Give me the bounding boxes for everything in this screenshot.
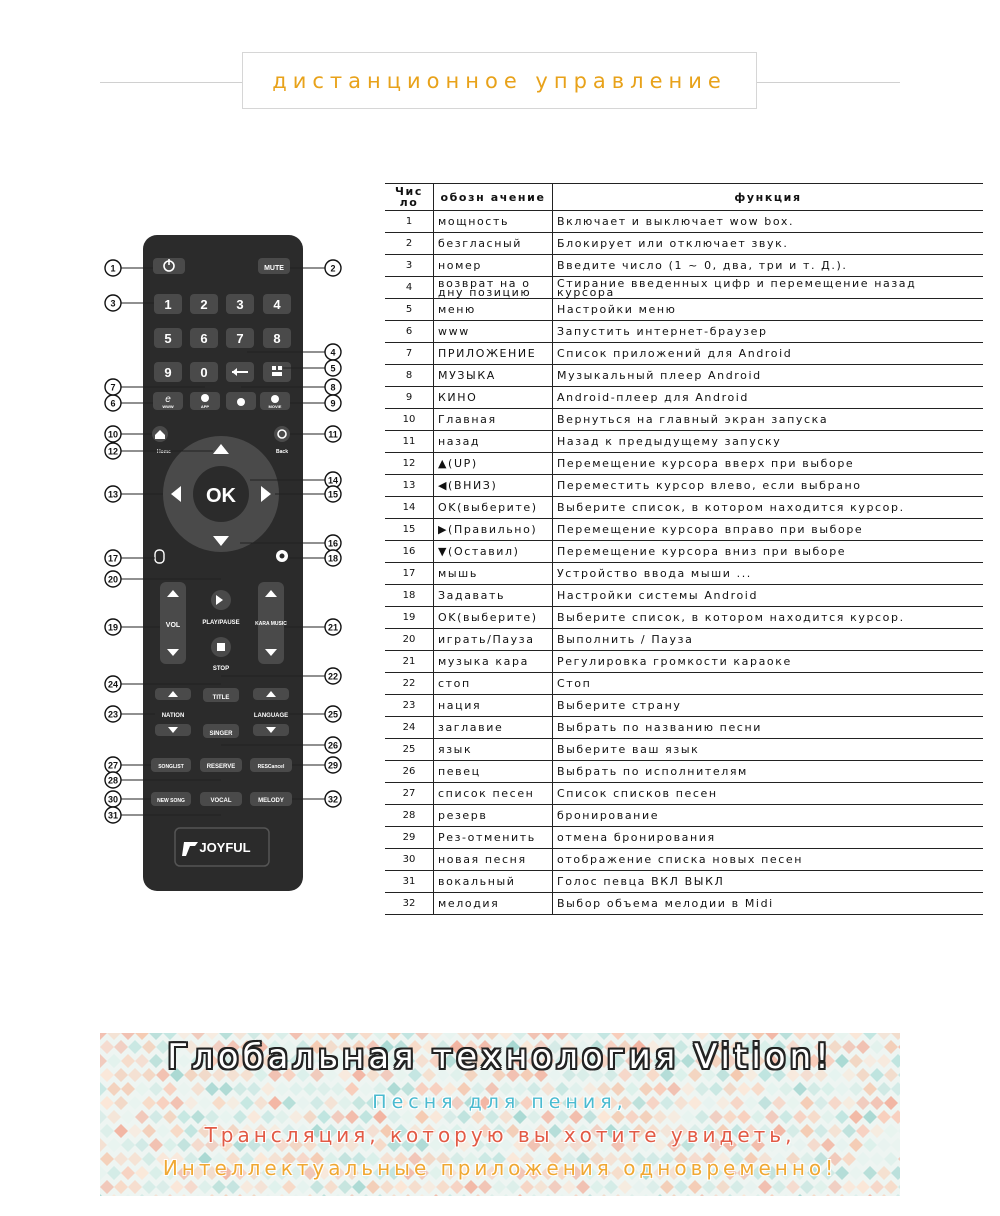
singer-label: SINGER: [209, 731, 233, 737]
row-designation: резерв: [434, 805, 553, 827]
digit-label: 5: [164, 331, 172, 346]
callout-number: 16: [327, 538, 339, 549]
row-number: 22: [385, 673, 434, 695]
callout-number: 28: [107, 775, 119, 786]
table-row: [385, 211, 983, 233]
digit-label: 1: [164, 297, 172, 312]
back-button[interactable]: [274, 426, 290, 442]
row-number: 20: [385, 629, 434, 651]
callout-number: 24: [107, 679, 119, 690]
row-number: 19: [385, 607, 434, 629]
row-number: 25: [385, 739, 434, 761]
row-designation: ◀(ВНИЗ): [434, 475, 553, 497]
callout-number: 2: [330, 263, 336, 274]
row-designation: возврат на о дну позицию: [434, 277, 553, 299]
row-designation: язык: [434, 739, 553, 761]
row-designation: www: [434, 321, 553, 343]
row-number: 14: [385, 497, 434, 519]
table-row: [385, 541, 983, 563]
row-number: 12: [385, 453, 434, 475]
row-number: 3: [385, 255, 434, 277]
row-function: Android-плеер для Android: [553, 387, 984, 409]
banner-line-2: Песня для пения,: [372, 1091, 628, 1113]
row-function: Перемещение курсора вниз при выборе: [553, 541, 984, 563]
row-function: Выполнить / Пауза: [553, 629, 984, 651]
table-row: [385, 629, 983, 651]
row-number: 31: [385, 871, 434, 893]
vol-label: VOL: [165, 622, 181, 629]
promo-banner: [100, 1033, 900, 1196]
row-function: Стирание введенных цифр и перемещение назад курсора: [553, 277, 984, 299]
row-number: 32: [385, 893, 434, 915]
digit-label: 9: [164, 365, 172, 380]
table-row: [385, 805, 983, 827]
row-number: 11: [385, 431, 434, 453]
row-number: 23: [385, 695, 434, 717]
logo-text: JOYFUL: [199, 840, 251, 855]
row-function: бронирование: [553, 805, 984, 827]
digit-label: 3: [236, 297, 244, 312]
row-function: Включает и выключает wow box.: [553, 211, 984, 233]
row-function: Музыкальный плеер Android: [553, 365, 984, 387]
row-designation: стоп: [434, 673, 553, 695]
table-row: [385, 673, 983, 695]
digit-label: 7: [236, 331, 244, 346]
table-row: [385, 453, 983, 475]
callout-number: 30: [107, 794, 119, 805]
row-number: 30: [385, 849, 434, 871]
row-function: Выберите список, в котором находится курсор.: [553, 607, 984, 629]
callout-number: 25: [327, 709, 339, 720]
ok-label: OK: [206, 485, 236, 507]
row-function: Выбрать по названию песни: [553, 717, 984, 739]
row-designation: КИНО: [434, 387, 553, 409]
table-row: [385, 739, 983, 761]
table-row: [385, 365, 983, 387]
melody-label: MELODY: [258, 798, 284, 804]
reserve-label: RESERVE: [206, 764, 236, 770]
callout-number: 14: [327, 475, 339, 486]
row-designation: нация: [434, 695, 553, 717]
table-row: [385, 717, 983, 739]
digit-label: 6: [200, 331, 208, 346]
row-designation: музыка кара: [434, 651, 553, 673]
callout-number: 12: [107, 446, 119, 457]
callout-number: 3: [110, 298, 116, 309]
row-function: Голос певца ВКЛ ВЫКЛ: [553, 871, 984, 893]
ie-icon: e: [165, 394, 171, 405]
table-row: [385, 607, 983, 629]
row-number: 21: [385, 651, 434, 673]
table-row: [385, 893, 983, 915]
row-number: 7: [385, 343, 434, 365]
row-function: Устройство ввода мыши ...: [553, 563, 984, 585]
row-function: Выбрать по исполнителям: [553, 761, 984, 783]
table-row: [385, 695, 983, 717]
callout-number: 5: [330, 363, 336, 374]
www-label: WWW: [162, 404, 174, 409]
callout-number: 11: [328, 429, 338, 440]
row-designation: мышь: [434, 563, 553, 585]
digit-label: 4: [273, 297, 281, 312]
songlist-label: SONGLIST: [158, 764, 184, 770]
row-designation: ▲(UP): [434, 453, 553, 475]
play-pause-label: PLAY/PAUSE: [202, 620, 240, 626]
vocal-label: VOCAL: [210, 798, 232, 804]
callout-number: 13: [107, 489, 119, 500]
table-row: [385, 849, 983, 871]
callout-number: 18: [327, 553, 339, 564]
row-designation: меню: [434, 299, 553, 321]
row-designation: ПРИЛОЖЕНИЕ: [434, 343, 553, 365]
row-function: отмена бронирования: [553, 827, 984, 849]
music-note-icon: [237, 398, 245, 406]
table-row: [385, 563, 983, 585]
digit-label: 0: [200, 365, 208, 380]
row-function: Назад к предыдущему запуску: [553, 431, 984, 453]
table-row: [385, 431, 983, 453]
remote-svg: [100, 230, 360, 900]
row-function: Настройки меню: [553, 299, 984, 321]
row-designation: список песен: [434, 783, 553, 805]
row-number: 13: [385, 475, 434, 497]
callout-number: 31: [107, 810, 119, 821]
table-row: [385, 387, 983, 409]
kara-music-label: KARA MUSIC: [255, 621, 287, 627]
banner-line-3: Трансляция, которую вы хотите увидеть,: [204, 1123, 796, 1147]
rescancel-label: RESCancel: [257, 764, 285, 770]
col-header-designation: обозн ачение: [434, 184, 553, 211]
callout-number: 6: [110, 398, 116, 409]
callout-number: 7: [110, 382, 116, 393]
row-designation: МУЗЫКА: [434, 365, 553, 387]
row-number: 2: [385, 233, 434, 255]
row-function: Вернуться на главный экран запуска: [553, 409, 984, 431]
row-function: Регулировка громкости караоке: [553, 651, 984, 673]
row-function: Перемещение курсора вправо при выборе: [553, 519, 984, 541]
callout-number: 29: [327, 760, 339, 771]
row-number: 15: [385, 519, 434, 541]
title-label: TITLE: [212, 695, 230, 701]
callout-number: 32: [327, 794, 339, 805]
menu-icon-b: [278, 366, 282, 370]
callout-number: 15: [327, 489, 339, 500]
row-number: 26: [385, 761, 434, 783]
table-row: [385, 277, 983, 299]
mute-label: MUTE: [264, 265, 284, 272]
row-number: 17: [385, 563, 434, 585]
language-label: LANGUAGE: [253, 713, 289, 719]
callout-number: 20: [107, 574, 119, 585]
callout-number: 23: [107, 709, 119, 720]
stop-icon: [217, 643, 225, 651]
row-designation: OK(выберите): [434, 497, 553, 519]
table-row: [385, 475, 983, 497]
row-number: 28: [385, 805, 434, 827]
col-header-function: функция: [553, 184, 984, 211]
header-rule-right: [756, 82, 900, 83]
row-designation: вокальный: [434, 871, 553, 893]
row-designation: OK(выберите): [434, 607, 553, 629]
android-icon: [201, 394, 209, 402]
banner-line-1: Глобальная технология Vition!: [167, 1037, 833, 1077]
table-row: [385, 497, 983, 519]
callout-number: 26: [327, 740, 339, 751]
table-row: [385, 783, 983, 805]
row-function: Переместить курсор влево, если выбрано: [553, 475, 984, 497]
callout-number: 27: [107, 760, 119, 771]
row-function: Выберите страну: [553, 695, 984, 717]
row-designation: номер: [434, 255, 553, 277]
row-function: Настройки системы Android: [553, 585, 984, 607]
digit-label: 2: [200, 297, 208, 312]
row-function: Блокирует или отключает звук.: [553, 233, 984, 255]
row-designation: новая песня: [434, 849, 553, 871]
table-header-row: [385, 184, 983, 211]
table-row: [385, 651, 983, 673]
row-designation: певец: [434, 761, 553, 783]
new-song-label: NEW SONG: [157, 798, 185, 804]
home-label: Home: [157, 449, 171, 455]
callout-number: 10: [107, 429, 119, 440]
row-function: Запустить интернет-браузер: [553, 321, 984, 343]
back-label: Back: [276, 449, 288, 455]
page-title-box: [242, 52, 757, 109]
row-function: Перемещение курсора вверх при выборе: [553, 453, 984, 475]
row-number: 27: [385, 783, 434, 805]
nation-label: NATION: [161, 713, 185, 719]
row-designation: Задавать: [434, 585, 553, 607]
row-number: 4: [385, 277, 434, 299]
row-designation: ▶(Правильно): [434, 519, 553, 541]
row-designation: Главная: [434, 409, 553, 431]
film-icon: [271, 395, 279, 403]
row-number: 8: [385, 365, 434, 387]
callout-number: 19: [107, 622, 119, 633]
row-number: 1: [385, 211, 434, 233]
table-row: [385, 585, 983, 607]
callout-number: 9: [330, 398, 336, 409]
table-row: [385, 827, 983, 849]
page-title: дистанционное управление: [272, 68, 727, 93]
row-number: 10: [385, 409, 434, 431]
table-row: [385, 233, 983, 255]
row-designation: заглавие: [434, 717, 553, 739]
row-designation: назад: [434, 431, 553, 453]
row-function: Введите число (1 ~ 0, два, три и т. Д.).: [553, 255, 984, 277]
row-designation: играть/Пауза: [434, 629, 553, 651]
row-designation: мощность: [434, 211, 553, 233]
row-function: Стоп: [553, 673, 984, 695]
menu-icon-c: [272, 372, 282, 376]
row-number: 9: [385, 387, 434, 409]
menu-icon: [272, 366, 276, 370]
table-row: [385, 321, 983, 343]
banner-line-4: Интеллектуальные приложения одновременно!: [162, 1156, 838, 1180]
row-function: Выберите ваш язык: [553, 739, 984, 761]
row-number: 24: [385, 717, 434, 739]
callout-number: 4: [330, 347, 336, 358]
row-number: 6: [385, 321, 434, 343]
callout-number: 21: [327, 622, 339, 633]
table-row: [385, 519, 983, 541]
row-number: 29: [385, 827, 434, 849]
table-row: [385, 255, 983, 277]
table-row: [385, 299, 983, 321]
row-designation: Рез-отменить: [434, 827, 553, 849]
callout-number: 22: [327, 671, 339, 682]
row-number: 18: [385, 585, 434, 607]
row-number: 16: [385, 541, 434, 563]
settings-gear-hole: [280, 554, 285, 559]
row-function: Выбор объема мелодии в Midi: [553, 893, 984, 915]
row-function: отображение списка новых песен: [553, 849, 984, 871]
table-row: [385, 761, 983, 783]
row-designation: мелодия: [434, 893, 553, 915]
movie-label: MOVIE: [268, 404, 282, 409]
stop-label: STOP: [212, 666, 230, 672]
table-row: [385, 871, 983, 893]
row-designation: безгласный: [434, 233, 553, 255]
row-function: Список списков песен: [553, 783, 984, 805]
callout-number: 1: [110, 263, 116, 274]
app-label: APP: [200, 404, 210, 409]
row-function: Список приложений для Android: [553, 343, 984, 365]
callout-number: 17: [107, 553, 119, 564]
row-function: Выберите список, в котором находится курсор.: [553, 497, 984, 519]
row-number: 5: [385, 299, 434, 321]
remote-diagram: [100, 230, 360, 900]
function-table: [385, 183, 983, 915]
table-row: [385, 409, 983, 431]
digit-label: 8: [273, 331, 281, 346]
header-rule-left: [100, 82, 242, 83]
table-row: [385, 343, 983, 365]
row-designation: ▼(Оставил): [434, 541, 553, 563]
callout-number: 8: [330, 382, 336, 393]
col-header-number: Чис ло: [385, 184, 434, 211]
